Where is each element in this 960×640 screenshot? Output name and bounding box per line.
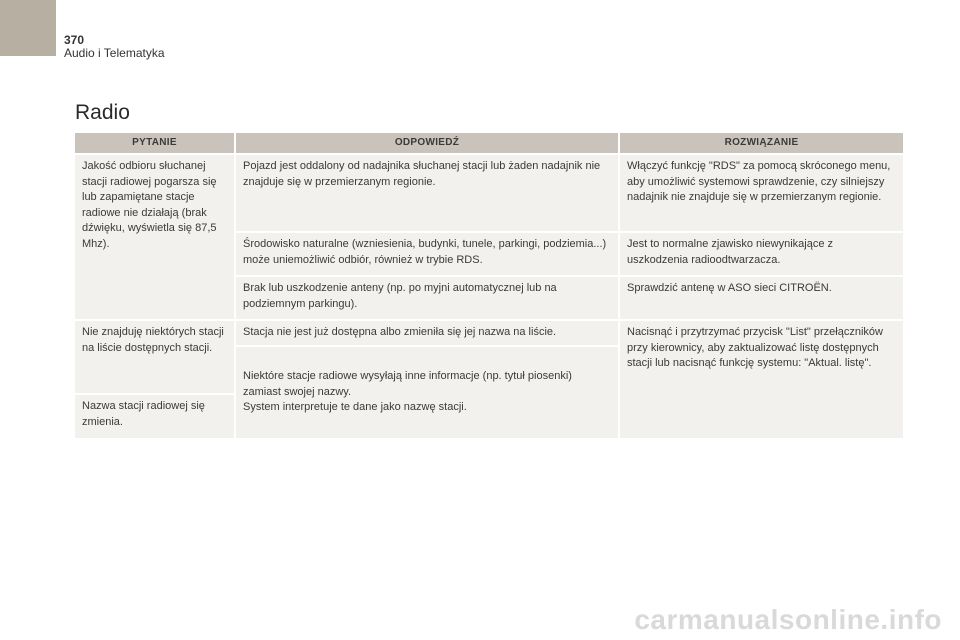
question-cell: Nazwa stacji radiowej się zmienia. xyxy=(75,394,235,438)
faq-table xyxy=(75,133,903,438)
table-header-row xyxy=(75,133,903,154)
solution-cell: Sprawdzić antenę w ASO sieci CITROËN. xyxy=(619,276,903,320)
answer-cell: Pojazd jest oddalony od nadajnika słuchanej stacji lub żaden nadajnik nie znajduje się w przemierzanym regionie. xyxy=(235,154,619,232)
question-cell: Nie znajduję niektórych stacji na liście dostępnych stacji. xyxy=(75,320,235,394)
chapter-title: Audio i Telematyka xyxy=(64,46,165,60)
answer-line: Niektóre stacje radiowe wysyłają inne informacje (np. tytuł piosenki) zamiast swojej nazwy. xyxy=(243,370,572,398)
answer-line: System interpretuje te dane jako nazwę stacji. xyxy=(243,401,467,414)
answer-cell: Stacja nie jest już dostępna albo zmieniła się jej nazwa na liście. xyxy=(235,320,619,346)
watermark: carmanualsonline.info xyxy=(634,604,942,635)
column-header-solution: ROZWIĄZANIE xyxy=(619,133,903,154)
solution-cell: Jest to normalne zjawisko niewynikające z uszkodzenia radioodtwarzacza. xyxy=(619,232,903,276)
column-header-answer: ODPOWIEDŹ xyxy=(235,133,619,154)
answer-cell: Brak lub uszkodzenie anteny (np. po myjni automatycznej lub na podziemnym parkingu). xyxy=(235,276,619,320)
answer-cell: Środowisko naturalne (wzniesienia, budynki, tunele, parkingi, podziemia...) może uniemożliwić odbiór, również w trybie RDS. xyxy=(235,232,619,276)
page-number: 370 xyxy=(64,33,85,47)
column-header-question: PYTANIE xyxy=(75,133,235,154)
section-title: Radio xyxy=(75,101,130,124)
solution-cell: Włączyć funkcję "RDS" za pomocą skróconego menu, aby umożliwić systemowi sprawdzenie, czy silniejszy nadajnik nie znajduje się w przemierzanym regionie. xyxy=(619,154,903,232)
answer-cell xyxy=(235,346,619,438)
question-cell: Jakość odbioru słuchanej stacji radiowej pogarsza się lub zapamiętane stacje radiowe nie działają (brak dźwięku, wyświetla się 87,5 Mhz). xyxy=(75,154,235,320)
corner-tab xyxy=(0,0,56,56)
solution-cell: Nacisnąć i przytrzymać przycisk "List" przełączników przy kierownicy, aby zaktualizować listę dostępnych stacji lub nacisnąć funkcję systemu: "Aktual. listę". xyxy=(619,320,903,438)
table-row xyxy=(75,154,903,232)
table-row xyxy=(75,320,903,346)
